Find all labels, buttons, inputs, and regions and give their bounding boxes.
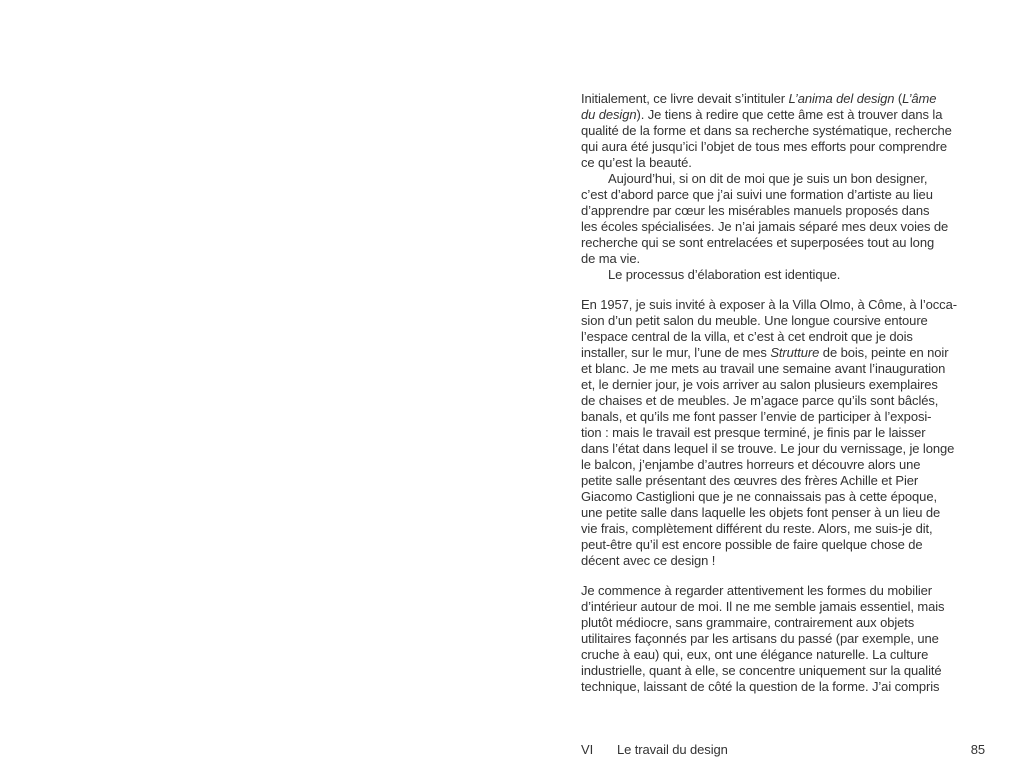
text-line — [581, 425, 987, 441]
text-line — [581, 329, 987, 345]
text-line — [581, 123, 987, 139]
text-line — [581, 91, 987, 107]
plain-text: petite salle présentant des œuvres des frères Achille et Pier — [581, 473, 919, 488]
text-line — [581, 297, 987, 313]
plain-text: les écoles spécialisées. Je n’ai jamais séparé mes deux voies de — [581, 219, 949, 234]
plain-text: c’est d’abord parce que j’ai suivi une formation d’artiste au lieu — [581, 187, 933, 202]
plain-text: recherche qui se sont entrelacées et superposées tout au long — [581, 235, 935, 250]
plain-text: Initialement, ce livre devait s’intituler — [581, 91, 789, 106]
plain-text: et blanc. Je me mets au travail une semaine avant l’inauguration — [581, 361, 946, 376]
paragraph — [581, 91, 987, 283]
text-line — [581, 187, 987, 203]
plain-text: Aujourd’hui, si on dit de moi que je suis un bon designer, — [608, 171, 928, 186]
plain-text: industrielle, quant à elle, se concentre uniquement sur la qualité — [581, 663, 942, 678]
plain-text: Je commence à regarder attentivement les formes du mobilier — [581, 583, 933, 598]
text-line — [581, 313, 987, 329]
paragraph — [581, 583, 987, 695]
plain-text: banals, et qu’ils me font passer l’envie de participer à l’exposi- — [581, 409, 932, 424]
text-line — [581, 489, 987, 505]
plain-text: peut-être qu’il est encore possible de faire quelque chose de — [581, 537, 923, 552]
body-text — [581, 91, 987, 709]
text-line — [581, 599, 987, 615]
text-line — [581, 203, 987, 219]
text-line — [581, 377, 987, 393]
plain-text: de chaises et de meubles. Je m’agace parce qu’ils sont bâclés, — [581, 393, 939, 408]
plain-text: une petite salle dans laquelle les objets font penser à un lieu de — [581, 505, 941, 520]
plain-text: tion : mais le travail est presque terminé, je finis par le laisser — [581, 425, 926, 440]
text-line — [581, 139, 987, 155]
plain-text: utilitaires façonnés par les artisans du passé (par exemple, une — [581, 631, 939, 646]
plain-text: installer, sur le mur, l’une de mes — [581, 345, 771, 360]
text-line — [581, 361, 987, 377]
plain-text: le balcon, j’enjambe d’autres horreurs et découvre alors une — [581, 457, 921, 472]
plain-text: qui aura été jusqu’ici l’objet de tous mes efforts pour comprendre — [581, 139, 948, 154]
text-line — [581, 615, 987, 631]
plain-text: d’intérieur autour de moi. Il ne me semble jamais essentiel, mais — [581, 599, 945, 614]
italic-text: L’anima del design — [788, 91, 895, 106]
plain-text: de bois, peinte en noir — [819, 345, 949, 360]
text-line — [581, 345, 987, 361]
plain-text: plutôt médiocre, sans grammaire, contrairement aux objets — [581, 615, 915, 630]
text-line — [581, 235, 987, 251]
plain-text: de ma vie. — [581, 251, 640, 266]
text-line — [581, 537, 987, 553]
text-line — [581, 155, 987, 171]
plain-text: et, le dernier jour, je vois arriver au salon plusieurs exemplaires — [581, 377, 938, 392]
text-line — [581, 583, 987, 599]
text-line — [581, 505, 987, 521]
plain-text: sion d’un petit salon du meuble. Une longue coursive entoure — [581, 313, 928, 328]
text-line — [581, 521, 987, 537]
plain-text: ce qu’est la beauté. — [581, 155, 692, 170]
text-line — [581, 171, 987, 187]
italic-text: du design — [581, 107, 637, 122]
plain-text: dans l’état dans lequel il se trouve. Le jour du vernissage, je longe — [581, 441, 955, 456]
text-line — [581, 251, 987, 267]
italic-text: L’âme — [902, 91, 937, 106]
text-line — [581, 457, 987, 473]
text-line — [581, 473, 987, 489]
plain-text: En 1957, je suis invité à exposer à la Villa Olmo, à Côme, à l’occa- — [581, 297, 957, 312]
text-line — [581, 647, 987, 663]
plain-text: technique, laissant de côté la question de la forme. J’ai compris — [581, 679, 940, 694]
text-line — [581, 393, 987, 409]
text-line — [581, 663, 987, 679]
italic-text: Strutture — [770, 345, 820, 360]
plain-text: qualité de la forme et dans sa recherche systématique, recherche — [581, 123, 952, 138]
text-line — [581, 679, 987, 695]
page-footer — [581, 742, 985, 758]
text-line — [581, 553, 987, 569]
plain-text: d’apprendre par cœur les misérables manuels proposés dans — [581, 203, 930, 218]
text-line — [581, 107, 987, 123]
page-number: 85 — [970, 742, 985, 757]
plain-text: cruche à eau) qui, eux, ont une élégance naturelle. La culture — [581, 647, 929, 662]
text-line — [581, 219, 987, 235]
chapter-title: Le travail du design — [617, 742, 728, 757]
paragraph — [581, 297, 987, 569]
plain-text: Giacomo Castiglioni que je ne connaissais pas à cette époque, — [581, 489, 937, 504]
plain-text: vie frais, complètement différent du reste. Alors, me suis-je dit, — [581, 521, 933, 536]
chapter-number: VI — [581, 742, 594, 757]
plain-text: Le processus d’élaboration est identique. — [608, 267, 841, 282]
plain-text: ( — [894, 91, 903, 106]
text-line — [581, 631, 987, 647]
plain-text: l’espace central de la villa, et c’est à cet endroit que je dois — [581, 329, 913, 344]
plain-text: ). Je tiens à redire que cette âme est à trouver dans la — [636, 107, 943, 122]
text-line — [581, 267, 987, 283]
plain-text: décent avec ce design ! — [581, 553, 716, 568]
text-line — [581, 409, 987, 425]
text-line — [581, 441, 987, 457]
